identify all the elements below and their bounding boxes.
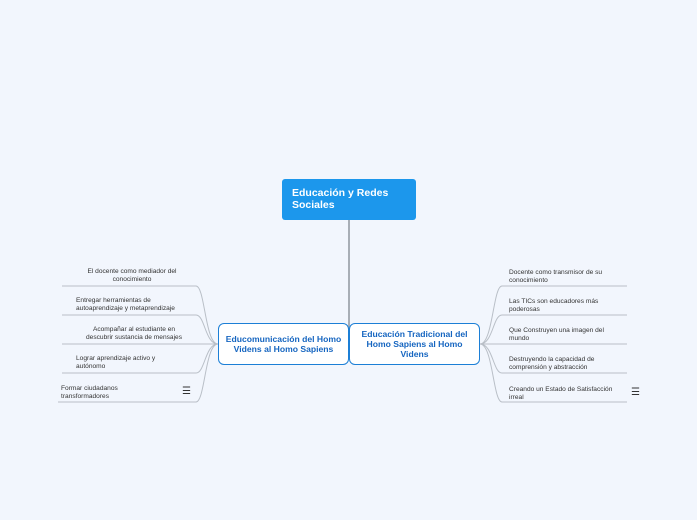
- subtopic-acompanar[interactable]: Acompañar al estudiante en descubrir sustancia de mensajes: [85, 326, 183, 341]
- subtopic-imagen-mundo[interactable]: Que Construyen una imagen del mundo: [509, 327, 604, 342]
- topic-educacion-tradicional[interactable]: [349, 323, 480, 365]
- central-topic[interactable]: [282, 179, 416, 220]
- subtopic-destruyendo[interactable]: Destruyendo la capacidad de comprensión y abstracción: [509, 356, 595, 371]
- subtopic-aprendizaje-activo[interactable]: Lograr aprendizaje activo y autónomo: [76, 355, 156, 370]
- subtopic-satisfaccion[interactable]: Creando un Estado de Satisfacción irreal: [509, 386, 613, 401]
- subtopic-tics[interactable]: Las TICs son educadores más poderosas: [509, 298, 599, 313]
- notes-icon[interactable]: ☰: [182, 386, 191, 397]
- topic-educomunicacion-label: Educomunicación del Homo Videns al Homo Sapiens: [225, 334, 342, 354]
- subtopic-ciudadanos[interactable]: Formar ciudadanos transformadores: [61, 385, 118, 400]
- central-topic-label: Educación y Redes Sociales: [292, 187, 389, 211]
- subtopic-herramientas[interactable]: Entregar herramientas de autoaprendizaje y metaprendizaje: [76, 297, 175, 312]
- subtopic-docente-transmisor[interactable]: Docente como transmisor de su conocimiento: [509, 269, 603, 284]
- notes-icon[interactable]: ☰: [631, 387, 640, 398]
- topic-educomunicacion[interactable]: [218, 323, 349, 365]
- topic-educacion-tradicional-label: Educación Tradicional del Homo Sapiens al Homo Videns: [361, 329, 468, 359]
- subtopic-docente-mediador[interactable]: El docente como mediador del conocimiento: [87, 268, 177, 283]
